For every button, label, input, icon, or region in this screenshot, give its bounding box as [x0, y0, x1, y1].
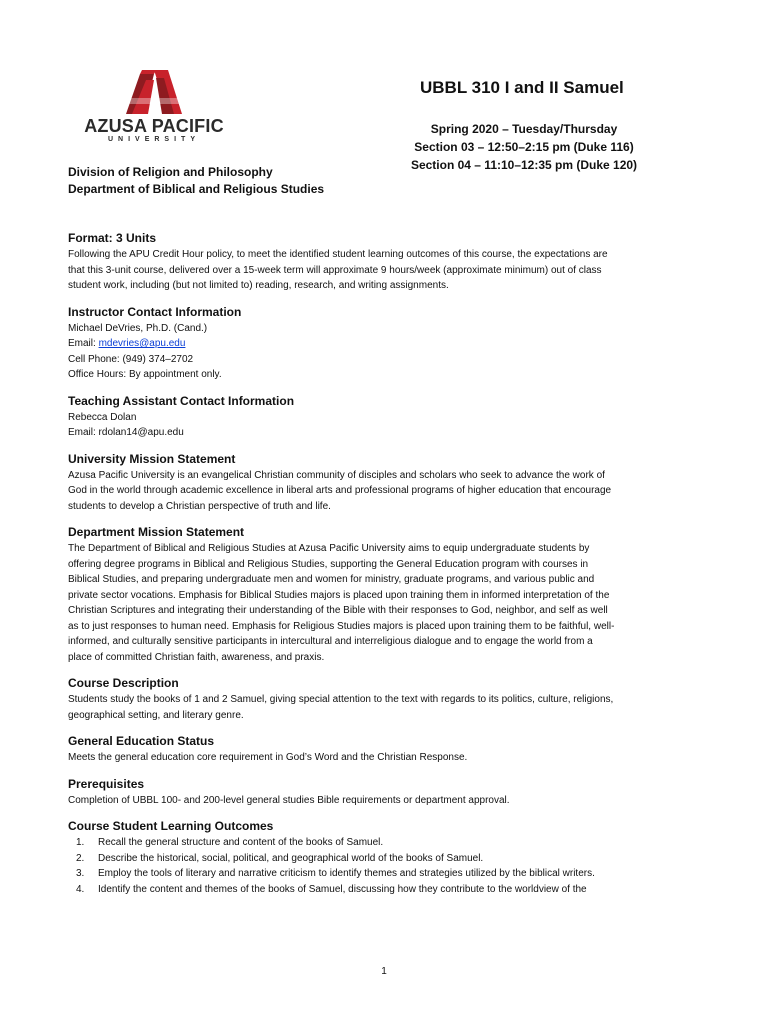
paragraph-line: private sector vocations. Emphasis for Biblical Studies majors is placed upon training them in informed interpretation of the: [68, 589, 610, 601]
section-heading: General Education Status: [68, 734, 215, 748]
paragraph-line: place of committed Christian faith, awareness, and praxis.: [68, 651, 325, 663]
paragraph-line: Azusa Pacific University is an evangelical Christian community of disciples and scholars who seek to advance the work of: [68, 469, 605, 481]
section-heading: University Mission Statement: [68, 451, 236, 466]
department-mission-section: [68, 524, 704, 665]
course-description-section: [68, 675, 704, 723]
page-number: 1: [381, 966, 387, 977]
list-number: 2.: [76, 852, 85, 864]
format-section: [68, 230, 704, 294]
division-block: [68, 164, 324, 198]
apu-logo: [70, 70, 238, 143]
university-mission-section: [68, 451, 704, 515]
list-text: Employ the tools of literary and narrative criticism to identify themes and strategies utilized by the biblical writers.: [98, 868, 595, 879]
ta-name: Rebecca Dolan: [68, 411, 137, 423]
list-item: [68, 882, 704, 898]
instructor-phone: Cell Phone: (949) 374–2702: [68, 353, 194, 365]
paragraph-line: students to develop a Christian perspective of truth and life.: [68, 500, 331, 512]
course-section-03: Section 03 – 12:50–2:15 pm (Duke 116): [414, 140, 634, 154]
prerequisites-section: [68, 776, 704, 809]
list-item: [68, 866, 704, 882]
list-number: 4.: [76, 883, 85, 895]
paragraph-line: as to just responses to human need. Emphasis for Religious Studies majors is placed upon training them to be faithful, well-: [68, 620, 615, 632]
paragraph-line: Biblical Studies, and preparing undergraduate men and women for ministry, graduate programs, and various public and: [68, 574, 595, 585]
section-heading: Teaching Assistant Contact Information: [68, 393, 295, 408]
instructor-section: [68, 304, 704, 383]
course-section-04: Section 04 – 11:10–12:35 pm (Duke 120): [410, 158, 638, 172]
section-heading: Prerequisites: [68, 776, 145, 791]
list-number: 1.: [76, 837, 85, 848]
paragraph-line: God in the world through academic excellence in liberal arts and professional programs of higher education that encourage: [68, 485, 612, 496]
paragraph-line: Completion of UBBL 100- and 200-level general studies Bible requirements or department approval.: [68, 794, 510, 806]
ta-section: [68, 393, 704, 441]
apu-logo-mark-icon: [70, 70, 238, 116]
section-heading: Format: 3 Units: [68, 231, 157, 245]
paragraph-line: informed, and culturally sensitive participants in intercultural and interreligious dialogue and to engage the world from a: [68, 636, 593, 647]
section-heading: Department Mission Statement: [68, 525, 245, 539]
paragraph-line: student work, including (but not limited to) reading, research, and writing assignments.: [68, 280, 449, 291]
course-term: Spring 2020 – Tuesday/Thursday: [430, 122, 618, 136]
list-item: [68, 835, 704, 851]
instructor-email-line: [68, 336, 704, 352]
ge-status-section: [68, 733, 704, 766]
department-name: Department of Biblical and Religious Studies: [68, 182, 325, 196]
paragraph-line: Christian Scriptures and integrating their understanding of the Bible with their responses to God, neighbor, and self as well: [68, 605, 608, 616]
outcomes-section: [68, 818, 704, 897]
instructor-email-link[interactable]: mdevries@apu.edu: [98, 338, 186, 349]
list-text: Recall the general structure and content of the books of Samuel.: [98, 837, 384, 848]
paragraph-line: Following the APU Credit Hour policy, to meet the identified student learning outcomes of this course, the expectations are: [68, 249, 608, 260]
paragraph-line: The Department of Biblical and Religious Studies at Azusa Pacific University aims to equip undergraduate students by: [68, 543, 590, 554]
list-number: 3.: [76, 868, 85, 879]
paragraph-line: geographical setting, and literary genre.: [68, 709, 244, 721]
section-heading: Course Student Learning Outcomes: [68, 819, 274, 833]
instructor-name: Michael DeVries, Ph.D. (Cand.): [68, 322, 208, 334]
outcomes-list: [68, 835, 704, 897]
email-label: Email:: [68, 338, 99, 349]
course-title: UBBL 310 I and II Samuel: [420, 78, 624, 97]
logo-wordmark: AZUSA PACIFIC: [84, 116, 224, 136]
logo-subtitle: UNIVERSITY: [107, 136, 200, 143]
list-text: Describe the historical, social, political, and geographical world of the books of Samuel.: [98, 852, 484, 864]
division-name: Division of Religion and Philosophy: [68, 165, 273, 179]
instructor-office-hours: Office Hours: By appointment only.: [68, 369, 222, 380]
list-item: [68, 851, 704, 867]
syllabus-body: [68, 230, 704, 907]
paragraph-line: that this 3-unit course, delivered over a 15-week term will approximate 9 hours/week (approximate minimum) out of class: [68, 264, 602, 276]
paragraph-line: offering degree programs in Biblical and Religious Studies, supporting the General Education program with courses in: [68, 558, 589, 570]
paragraph-line: Students study the books of 1 and 2 Samuel, giving special attention to the text with regards to its politics, culture, religions,: [68, 694, 614, 705]
course-schedule: [404, 120, 644, 174]
section-heading: Instructor Contact Information: [68, 304, 242, 319]
paragraph-line: Meets the general education core requirement in God’s Word and the Christian Response.: [68, 752, 468, 763]
list-text: Identify the content and themes of the books of Samuel, discussing how they contribute to the worldview of the: [98, 883, 587, 895]
ta-email: Email: rdolan14@apu.edu: [68, 427, 184, 438]
section-heading: Course Description: [68, 676, 179, 690]
